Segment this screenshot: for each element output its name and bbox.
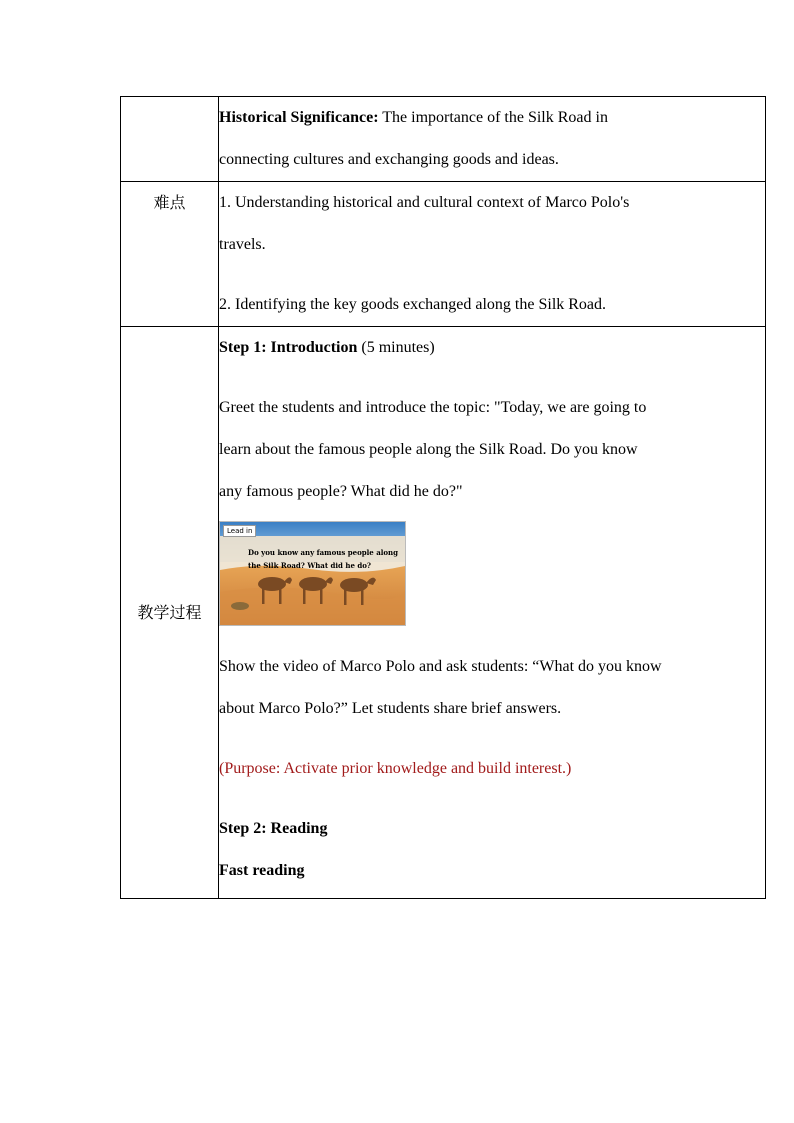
video-line-2: about Marco Polo?” Let students share brief answers. — [219, 700, 562, 717]
significance-line — [219, 97, 765, 139]
step1-heading: Step 1: Introduction — [219, 339, 362, 356]
difficulty-item-2: 2. Identifying the key goods exchanged along the Silk Road. — [219, 296, 607, 313]
significance-heading: Historical Significance: — [219, 109, 379, 126]
difficulty-cell — [219, 182, 766, 327]
lead-in-tag: Lead in — [223, 525, 256, 537]
slide-caption-line-1: Do you know any famous people along — [248, 548, 399, 557]
step1-line — [219, 327, 765, 369]
difficulty-item-1b: travels. — [219, 236, 266, 253]
process-cell — [219, 327, 766, 899]
significance-text-2: connecting cultures and exchanging goods and ideas. — [219, 151, 559, 168]
difficulty-item-1a: 1. Understanding historical and cultural context of Marco Polo's — [219, 194, 630, 211]
greet-line-1: Greet the students and introduce the topic: "Today, we are going to — [219, 399, 647, 416]
greet-line-2: learn about the famous people along the Silk Road. Do you know — [219, 441, 638, 458]
step2-heading: Step 2: Reading — [219, 820, 328, 837]
lead-in-slide-image — [219, 521, 406, 626]
table-row — [121, 182, 766, 327]
significance-cell — [219, 97, 766, 182]
slide-caption — [248, 546, 398, 572]
video-line-1: Show the video of Marco Polo and ask students: “What do you know — [219, 658, 662, 675]
greet-line-3: any famous people? What did he do?" — [219, 483, 463, 500]
table-row — [121, 97, 766, 182]
row-label-process: 教学过程 — [121, 327, 219, 899]
row-label-difficulty: 难点 — [121, 182, 219, 327]
step1-duration: (5 minutes) — [361, 339, 435, 356]
row-label-empty — [121, 97, 219, 182]
significance-text-1: The importance of the Silk Road in — [378, 109, 608, 126]
fast-reading-heading: Fast reading — [219, 862, 305, 879]
desert-camels-illustration — [220, 522, 405, 625]
purpose-note: (Purpose: Activate prior knowledge and build interest.) — [219, 760, 572, 777]
slide-caption-line-2: the Silk Road? What did he do? — [248, 561, 372, 570]
table-row — [121, 327, 766, 899]
lesson-plan-table — [120, 96, 766, 899]
